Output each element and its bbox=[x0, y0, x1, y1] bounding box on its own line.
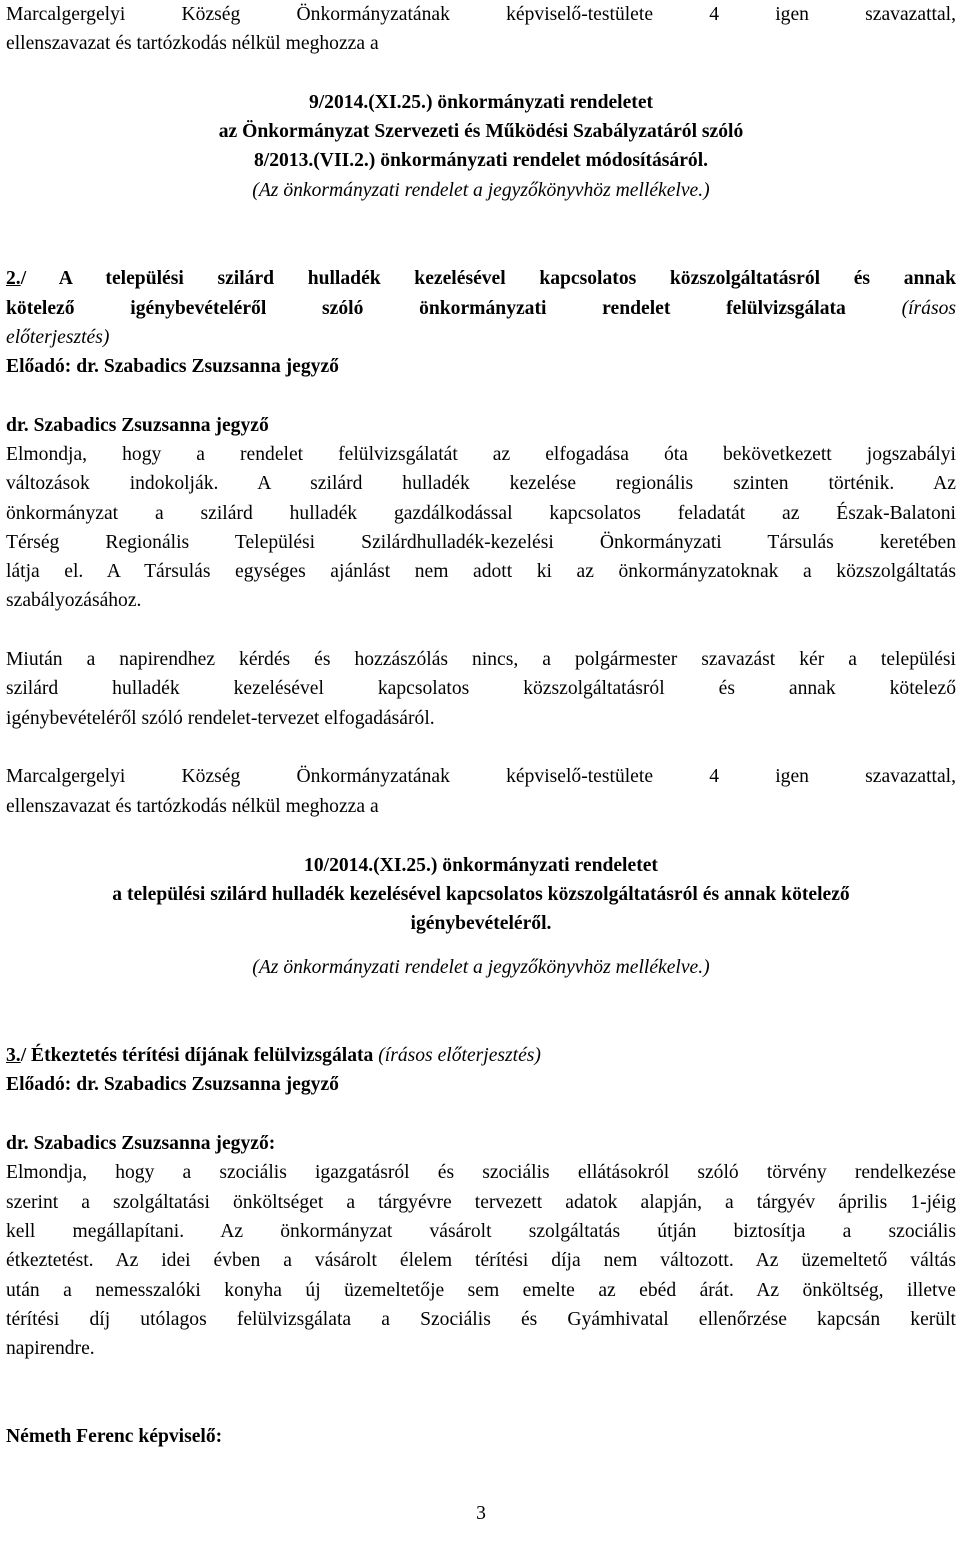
agenda-item-2-title-italic: (írásos bbox=[901, 298, 957, 319]
item-3-paragraph-line-5: után a nemesszalóki konyha új üzemeltetője sem emelte az ebéd árát. Az önköltség, illetve bbox=[6, 1280, 956, 1301]
decree-1-title-line-2: az Önkormányzat Szervezeti és Működési Szabályzatáról szóló bbox=[218, 121, 744, 142]
agenda-item-2-title-line-3: előterjesztés) bbox=[6, 327, 110, 348]
next-speaker: Németh Ferenc képviselő: bbox=[6, 1426, 223, 1447]
agenda-item-3-title-italic: (írásos előterjesztés) bbox=[378, 1045, 541, 1066]
item-2-paragraph-1-line-6: szabályozásához. bbox=[6, 590, 142, 611]
decree-1-attachment-note: (Az önkormányzati rendelet a jegyzőkönyvhöz mellékelve.) bbox=[252, 180, 710, 201]
decree-1-title-line-3: 8/2013.(VII.2.) önkormányzati rendelet módosításáról. bbox=[253, 150, 709, 171]
agenda-item-3-number: 3. bbox=[6, 1045, 21, 1066]
item-3-paragraph-line-1: Elmondja, hogy a szociális igazgatásról és szociális ellátásokról szóló törvény rendelkezése bbox=[6, 1162, 956, 1183]
vote-2-line-2: ellenszavazat és tartózkodás nélkül meghozza a bbox=[6, 796, 379, 817]
item-2-paragraph-2-line-3: igénybevételéről szóló rendelet-tervezet elfogadásáról. bbox=[6, 708, 435, 729]
item-2-paragraph-1-line-5: látja el. A Társulás egységes ajánlást nem adott ki az önkormányzatoknak a közszolgáltatás bbox=[6, 561, 956, 582]
vote-1-line-1: Marcalgergelyi Község Önkormányzatának képviselő-testülete 4 igen szavazattal, bbox=[6, 4, 956, 25]
item-3-paragraph-line-6: térítési díj utólagos felülvizsgálata a Szociális és Gyámhivatal ellenőrzése kapcsán került bbox=[6, 1309, 956, 1330]
agenda-item-2-presenter: Előadó: dr. Szabadics Zsuzsanna jegyző bbox=[6, 356, 339, 377]
item-2-paragraph-2-line-1: Miután a napirendhez kérdés és hozzászólás nincs, a polgármester szavazást kér a települési bbox=[6, 649, 956, 670]
agenda-item-2-title-line-2 bbox=[6, 294, 956, 323]
decree-2-title-line-2: a települési szilárd hulladék kezelésével kapcsolatos közszolgáltatásról és annak kötelező bbox=[112, 884, 850, 905]
item-3-paragraph-line-3: kell megállapítani. Az önkormányzat vásárolt szolgáltatás útján biztosítja a szociális bbox=[6, 1221, 956, 1242]
decree-1-number: 9/2014.(XI.25.) önkormányzati rendeletet bbox=[308, 92, 654, 113]
decree-2-attachment-note: (Az önkormányzati rendelet a jegyzőkönyvhöz mellékelve.) bbox=[252, 957, 710, 978]
agenda-item-3-title bbox=[6, 1041, 956, 1070]
agenda-item-2-title-text: / A települési szilárd hulladék kezelésével kapcsolatos közszolgáltatásról és annak bbox=[20, 268, 956, 289]
item-2-paragraph-1-line-4: Térség Regionális Települési Szilárdhulladék-kezelési Önkormányzati Társulás keretében bbox=[6, 532, 956, 553]
agenda-item-2-title-line-1 bbox=[6, 264, 956, 293]
agenda-item-2-speaker: dr. Szabadics Zsuzsanna jegyző bbox=[6, 415, 269, 436]
page-number: 3 bbox=[476, 1503, 486, 1524]
agenda-item-3-presenter: Előadó: dr. Szabadics Zsuzsanna jegyző bbox=[6, 1074, 339, 1095]
agenda-item-3-speaker: dr. Szabadics Zsuzsanna jegyző: bbox=[6, 1133, 276, 1154]
agenda-item-3-title-bold: / Étkeztetés térítési díjának felülvizsgálata bbox=[20, 1045, 374, 1066]
agenda-item-2-title-bold: kötelező igénybevételéről szóló önkormányzati rendelet felülvizsgálata bbox=[6, 298, 846, 319]
item-2-paragraph-1-line-1: Elmondja, hogy a rendelet felülvizsgálatát az elfogadása óta bekövetkezett jogszabályi bbox=[6, 444, 956, 465]
item-3-paragraph-line-4: étkeztetést. Az idei évben a vásárolt élelem térítési díja nem változott. Az üzemeltető váltás bbox=[6, 1250, 956, 1271]
decree-2-number: 10/2014.(XI.25.) önkormányzati rendeletet bbox=[304, 855, 658, 876]
item-3-paragraph-line-2: szerint a szolgáltatási önköltséget a tárgyévre tervezett adatok alapján, a tárgyév április 1-jéig bbox=[6, 1192, 956, 1213]
item-2-paragraph-2-line-2: szilárd hulladék kezelésével kapcsolatos közszolgáltatásról és annak kötelező bbox=[6, 678, 956, 699]
item-3-paragraph-line-7: napirendre. bbox=[6, 1338, 95, 1359]
item-2-paragraph-1-line-2: változások indokolják. A szilárd hulladék kezelése regionális szinten történik. Az bbox=[6, 473, 956, 494]
item-2-paragraph-1-line-3: önkormányzat a szilárd hulladék gazdálkodással kapcsolatos feladatát az Észak-Balatoni bbox=[6, 503, 956, 524]
vote-1-line-2: ellenszavazat és tartózkodás nélkül meghozza a bbox=[6, 33, 379, 54]
agenda-item-2-number: 2. bbox=[6, 268, 21, 289]
vote-2-line-1: Marcalgergelyi Község Önkormányzatának képviselő-testülete 4 igen szavazattal, bbox=[6, 766, 956, 787]
decree-2-title-line-3: igénybevételéről. bbox=[410, 913, 552, 934]
